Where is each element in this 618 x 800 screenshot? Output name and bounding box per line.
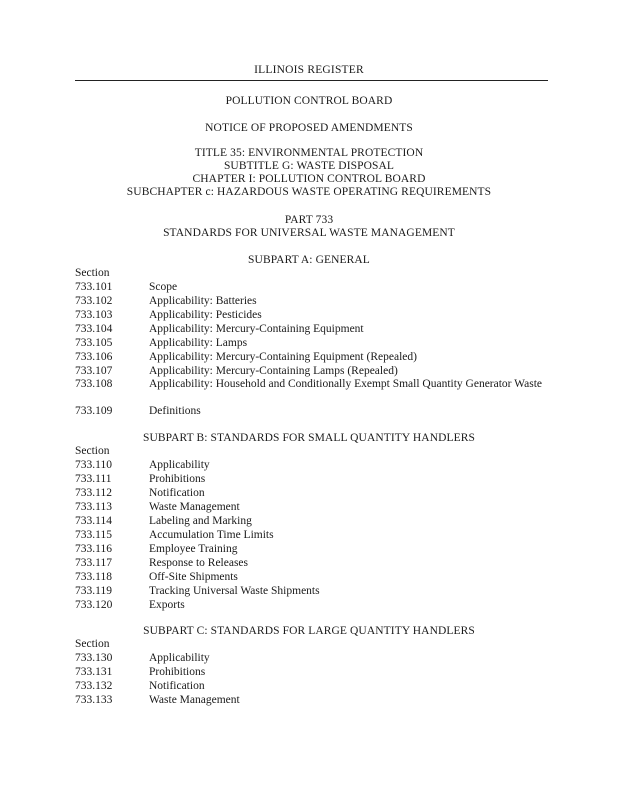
section-number: 733.132: [75, 680, 113, 692]
section-title: Waste Management: [149, 694, 240, 706]
section-title: Applicability: [149, 652, 210, 664]
part-number: PART 733: [284, 214, 334, 226]
section-title: Tracking Universal Waste Shipments: [149, 585, 320, 597]
section-title: Off-Site Shipments: [149, 571, 238, 583]
section-title: Response to Releases: [149, 557, 249, 569]
section-title: Applicability: Mercury-Containing Equipment (Repealed): [149, 351, 417, 363]
section-title: Exports: [149, 599, 185, 611]
section-number: 733.116: [75, 543, 112, 555]
section-number: 733.130: [75, 652, 113, 664]
register-header: ILLINOIS REGISTER: [254, 64, 364, 76]
section-number: 733.107: [75, 365, 113, 377]
section-number: 733.112: [75, 487, 112, 499]
section-number: 733.117: [75, 557, 112, 569]
section-title: Applicability: Household and Conditionally Exempt Small Quantity Generator Waste: [149, 378, 542, 390]
section-number: 733.115: [75, 529, 112, 541]
notice-heading: NOTICE OF PROPOSED AMENDMENTS: [205, 122, 413, 134]
section-title: Applicability: Lamps: [149, 337, 248, 349]
section-title: Notification: [149, 680, 205, 692]
section-label: Section: [75, 445, 110, 457]
section-number: 733.103: [75, 309, 113, 321]
section-title: Accumulation Time Limits: [149, 529, 274, 541]
section-number: 733.108: [75, 378, 113, 390]
section-number: 733.104: [75, 323, 113, 335]
section-title: Scope: [149, 281, 178, 293]
section-label: Section: [75, 267, 110, 279]
section-number: 733.133: [75, 694, 113, 706]
section-number: 733.131: [75, 666, 113, 678]
section-number: 733.118: [75, 571, 112, 583]
part-title: STANDARDS FOR UNIVERSAL WASTE MANAGEMENT: [163, 227, 455, 239]
section-title: Applicability: Pesticides: [149, 309, 262, 321]
header-rule: [75, 80, 548, 81]
section-number: 733.105: [75, 337, 113, 349]
section-title: Notification: [149, 487, 205, 499]
subchapter-line: SUBCHAPTER c: HAZARDOUS WASTE OPERATING REQUIREMENTS: [126, 186, 492, 198]
subtitle-line: SUBTITLE G: WASTE DISPOSAL: [223, 160, 395, 172]
chapter-line: CHAPTER I: POLLUTION CONTROL BOARD: [192, 173, 426, 185]
section-number: 733.106: [75, 351, 113, 363]
section-title: Prohibitions: [149, 666, 206, 678]
section-number: 733.111: [75, 473, 112, 485]
section-number: 733.110: [75, 459, 112, 471]
section-number: 733.109: [75, 405, 113, 417]
section-title: Employee Training: [149, 543, 238, 555]
subpart-heading: SUBPART A: GENERAL: [248, 254, 370, 266]
section-number: 733.114: [75, 515, 112, 527]
subpart-heading: SUBPART B: STANDARDS FOR SMALL QUANTITY HANDLERS: [142, 432, 476, 444]
board-name: POLLUTION CONTROL BOARD: [225, 95, 393, 107]
section-title: Labeling and Marking: [149, 515, 252, 527]
section-number: 733.119: [75, 585, 112, 597]
section-title: Applicability: [149, 459, 210, 471]
section-number: 733.101: [75, 281, 113, 293]
section-number: 733.102: [75, 295, 113, 307]
section-title: Waste Management: [149, 501, 240, 513]
section-title: Definitions: [149, 405, 201, 417]
section-title: Applicability: Mercury-Containing Equipment: [149, 323, 364, 335]
section-title: Applicability: Batteries: [149, 295, 257, 307]
subpart-heading: SUBPART C: STANDARDS FOR LARGE QUANTITY HANDLERS: [143, 625, 475, 637]
section-number: 733.120: [75, 599, 113, 611]
section-number: 733.113: [75, 501, 112, 513]
section-label: Section: [75, 638, 110, 650]
section-title: Applicability: Mercury-Containing Lamps (Repealed): [149, 365, 398, 377]
title-line: TITLE 35: ENVIRONMENTAL PROTECTION: [194, 147, 424, 159]
section-title: Prohibitions: [149, 473, 206, 485]
